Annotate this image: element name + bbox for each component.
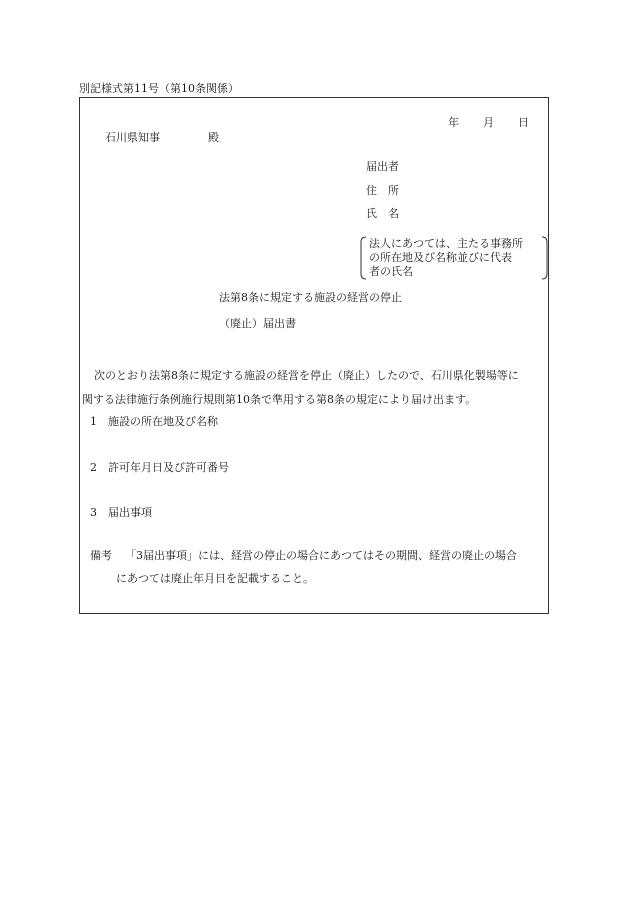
note-line: 法人にあつては、主たる事務所 xyxy=(369,237,523,250)
form-frame xyxy=(79,97,549,614)
addressee-honorific: 殿 xyxy=(208,131,219,144)
item-label: 届出事項 xyxy=(108,506,152,519)
item-label: 許可年月日及び許可番号 xyxy=(108,461,229,474)
item-number: 3 xyxy=(90,506,97,519)
corporation-note xyxy=(359,236,549,280)
remarks-heading: 備考 xyxy=(90,549,112,562)
notifier-name-label: 氏 名 xyxy=(366,207,399,220)
notifier-address-label: 住 所 xyxy=(366,184,399,197)
date-month: 月 xyxy=(483,116,494,129)
body-line1: 次のとおり法第8条に規定する施設の経営を停止（廃止）したので、石川県化製場等に xyxy=(94,369,519,382)
document-title-line2: （廃止）届出書 xyxy=(219,317,296,330)
remarks-line1: 「3届出事項」には、経営の停止の場合にあつてはその期間、経営の廃止の場合 xyxy=(125,549,517,562)
item-number: 1 xyxy=(90,415,97,428)
note-line: の所在地及び名称並びに代表 xyxy=(369,251,512,264)
date-day: 日 xyxy=(518,116,529,129)
addressee-name: 石川県知事 xyxy=(105,131,160,144)
form-label: 別記様式第11号（第10条関係） xyxy=(79,82,239,95)
remarks-line2: にあつては廃止年月日を記載すること。 xyxy=(116,572,314,585)
item-number: 2 xyxy=(90,461,97,474)
body-line2: 関する法律施行条例施行規則第10条で準用する第8条の規定により届け出ます。 xyxy=(82,393,477,406)
date-year: 年 xyxy=(448,116,459,129)
notifier-title: 届出者 xyxy=(366,160,399,173)
document-title-line1: 法第8条に規定する施設の経営の停止 xyxy=(219,291,402,304)
item-label: 施設の所在地及び名称 xyxy=(108,415,218,428)
note-line: 者の氏名 xyxy=(369,265,413,278)
